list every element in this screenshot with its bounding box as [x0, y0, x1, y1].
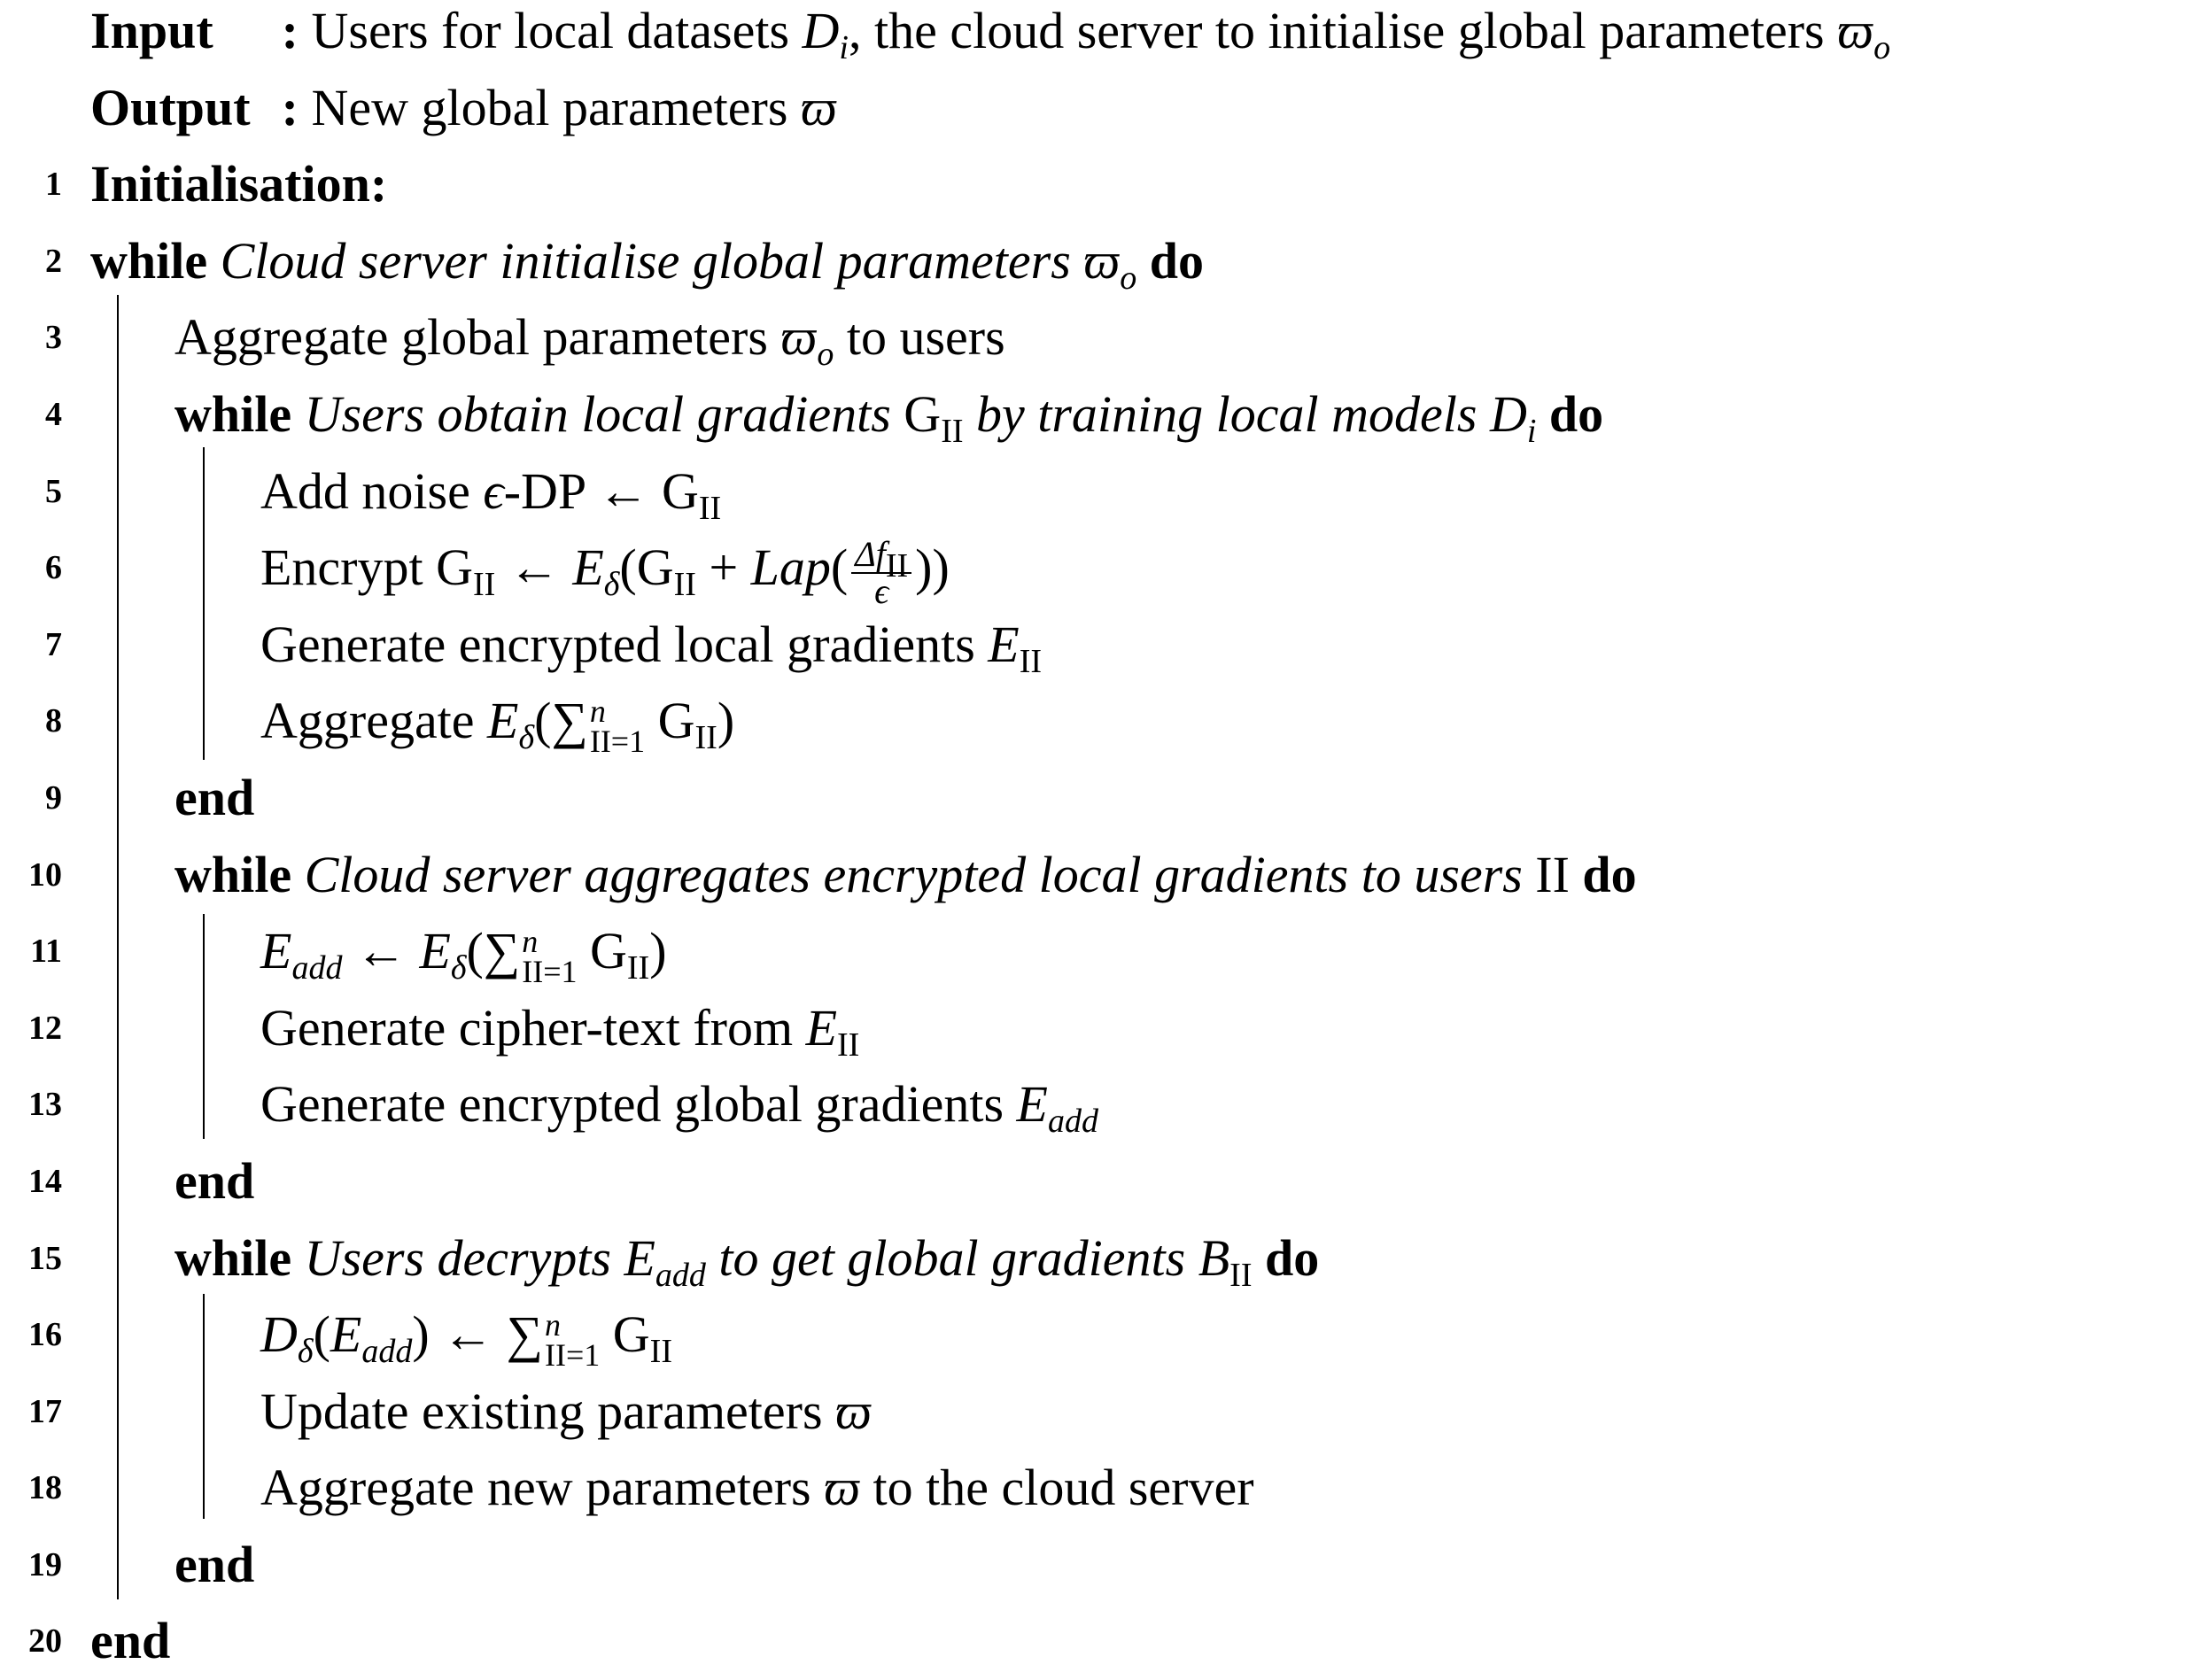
- italic-math-text: ϖ: [800, 78, 837, 136]
- keyword-text: do: [1136, 231, 1205, 290]
- subscript-text: δ: [518, 719, 535, 757]
- keyword-text: while: [175, 384, 305, 443]
- output-colon: :: [281, 78, 299, 136]
- algorithm-line: [0, 146, 2195, 223]
- sum-upper-limit: n: [522, 923, 539, 959]
- algorithm-line: [0, 990, 2195, 1067]
- line-content: [90, 1603, 170, 1680]
- line-content: [260, 1297, 672, 1374]
- line-number: 14: [28, 1162, 62, 1200]
- while-block-bar-2: [203, 914, 205, 1139]
- italic-math-text: by training local models: [963, 384, 1490, 443]
- algorithm-line: [0, 299, 2195, 376]
- subscript-text: II: [649, 1333, 672, 1371]
- subscript-text: II: [1019, 642, 1043, 680]
- algorithm-line: [0, 607, 2195, 684]
- text: +: [695, 538, 751, 597]
- line-content: [260, 530, 950, 609]
- subscript-text: o: [1120, 259, 1137, 297]
- line-content: [260, 607, 1042, 684]
- line-content: [260, 1450, 1254, 1527]
- input-colon: :: [281, 2, 299, 59]
- summation-limits: [545, 1306, 601, 1373]
- output-label-text: Output: [90, 78, 251, 136]
- algorithm-lines: [0, 146, 2195, 1680]
- text: Generate encrypted local gradients: [260, 615, 989, 673]
- italic-math-text: Cloud server aggregates encrypted local gradients to users: [304, 845, 1536, 903]
- algorithm-line: [0, 1374, 2195, 1451]
- text: New global parameters: [311, 78, 801, 136]
- line-number: 15: [28, 1239, 62, 1277]
- subscript-text: δ: [450, 949, 467, 987]
- italic-math-text: B: [1198, 1228, 1230, 1287]
- italic-math-text: E: [419, 922, 451, 980]
- line-number: 4: [45, 395, 62, 433]
- text: (: [313, 1305, 330, 1364]
- keyword-text: Initialisation:: [90, 155, 388, 213]
- subscript-text: II: [837, 1026, 860, 1064]
- algorithm-line: [0, 1143, 2195, 1220]
- italic-math-text: ϖ: [780, 308, 818, 367]
- line-number: 17: [28, 1392, 62, 1430]
- keyword-text: end: [175, 1535, 255, 1593]
- summation-limits: [522, 923, 578, 989]
- algorithm-line: [0, 453, 2195, 530]
- italic-math-text: ϖ: [1837, 2, 1874, 59]
- text: Generate encrypted global gradients: [260, 1075, 1017, 1134]
- text: ←: [495, 538, 573, 597]
- line-number: 16: [28, 1316, 62, 1354]
- line-content: [175, 837, 1637, 914]
- line-number: 8: [45, 702, 62, 740]
- algorithm-line: [0, 530, 2195, 611]
- keyword-text: do: [1252, 1228, 1320, 1287]
- line-number: 10: [28, 855, 62, 894]
- italic-math-text: E: [1016, 1075, 1048, 1134]
- italic-math-text: Cloud server initialise global parameters ϖ: [220, 231, 1121, 290]
- text: Aggregate global parameters: [175, 308, 781, 367]
- text: (∑: [466, 922, 521, 980]
- text: Update existing parameters: [260, 1382, 836, 1440]
- text: ): [649, 922, 667, 980]
- line-content: [260, 1374, 872, 1451]
- italic-math-text: to get global gradients: [705, 1228, 1198, 1287]
- text: (∑: [534, 692, 588, 750]
- italic-math-text: E: [330, 1305, 362, 1364]
- text: Aggregate new parameters: [260, 1459, 825, 1517]
- subscript-text: II: [698, 489, 722, 527]
- algorithm-line: [0, 376, 2195, 453]
- subscript-text: i: [1526, 412, 1537, 450]
- subscript-text: add: [291, 949, 343, 987]
- text: G: [904, 384, 942, 443]
- subscript-text: o: [817, 336, 834, 374]
- italic-math-text: Users obtain local gradients: [304, 384, 904, 443]
- text: Users for local datasets: [311, 2, 803, 59]
- line-number: 13: [28, 1086, 62, 1124]
- subscript-text: add: [655, 1256, 706, 1294]
- line-content: [175, 1220, 1319, 1297]
- italic-math-text: ϖ: [835, 1382, 872, 1440]
- line-number: 1: [45, 166, 62, 204]
- algorithm-line: [0, 837, 2195, 914]
- keyword-text: do: [1569, 845, 1637, 903]
- text: -DP ← G: [503, 461, 699, 520]
- text: G: [600, 1305, 650, 1364]
- text: II: [1535, 845, 1570, 903]
- italic-math-text: E: [572, 538, 604, 597]
- italic-math-text: ϖ: [824, 1459, 861, 1517]
- text: G: [645, 692, 695, 750]
- line-number: 5: [45, 472, 62, 510]
- line-content: [175, 760, 254, 837]
- algorithm-line: [0, 1220, 2195, 1297]
- line-number: 7: [45, 625, 62, 663]
- output-line: [0, 70, 2195, 147]
- algorithm-line: [0, 223, 2195, 300]
- text: to the cloud server: [860, 1459, 1254, 1517]
- line-content: [90, 146, 387, 223]
- line-content: [90, 223, 1204, 300]
- italic-math-text: E: [805, 998, 838, 1057]
- line-number: 12: [28, 1009, 62, 1047]
- subscript-text: add: [1047, 1103, 1098, 1141]
- text: Generate cipher-text from: [260, 998, 806, 1057]
- line-number: 20: [28, 1622, 62, 1661]
- keyword-text: end: [175, 1151, 255, 1210]
- text: Add noise: [260, 461, 484, 520]
- italic-math-text: Lap: [750, 538, 831, 597]
- line-content: [175, 1527, 254, 1604]
- keyword-text: while: [175, 1228, 305, 1287]
- while-block-bar-3: [203, 1294, 205, 1519]
- algorithm-line: [0, 683, 2195, 760]
- algorithm-line: [0, 1297, 2195, 1374]
- numerator-subscript: II: [885, 546, 909, 585]
- italic-math-text: E: [487, 692, 519, 750]
- line-number: 9: [45, 778, 62, 817]
- text: (: [830, 538, 849, 597]
- line-content: [175, 299, 1005, 376]
- subscript-text: i: [839, 29, 849, 66]
- line-number: 18: [28, 1469, 62, 1507]
- output-content: [90, 70, 837, 147]
- line-content: [175, 376, 1603, 453]
- text: to users: [834, 308, 1005, 367]
- text: )): [915, 538, 950, 597]
- text: Encrypt G: [260, 538, 473, 597]
- while-block-bar-1: [203, 447, 205, 760]
- subscript-text: δ: [297, 1333, 314, 1371]
- subscript-text: II: [626, 949, 650, 987]
- subscript-text: II: [941, 412, 964, 450]
- text: G: [577, 922, 627, 980]
- keyword-text: do: [1536, 384, 1604, 443]
- while-block-bar-outer: [117, 295, 119, 1599]
- line-content: [260, 453, 721, 530]
- keyword-text: while: [90, 231, 221, 290]
- line-content: [260, 1066, 1098, 1143]
- text: , the cloud server to initialise global parameters: [848, 2, 1838, 59]
- line-number: 11: [30, 933, 62, 971]
- text: ): [717, 692, 735, 750]
- subscript-text: o: [1873, 29, 1891, 66]
- text: ←: [342, 922, 420, 980]
- italic-math-text: E: [988, 615, 1020, 673]
- text: (G: [619, 538, 674, 597]
- italic-math-text: D: [802, 2, 840, 59]
- italic-math-text: D: [260, 1305, 298, 1364]
- subscript-text: II: [1229, 1256, 1253, 1294]
- keyword-text: end: [90, 1612, 171, 1670]
- sum-lower-limit: II=1: [545, 1336, 601, 1373]
- subscript-text: II: [694, 719, 717, 757]
- input-label-text: Input: [90, 2, 213, 59]
- subscript-text: II: [673, 566, 696, 604]
- algorithm-line: [0, 1450, 2195, 1527]
- sum-upper-limit: n: [589, 693, 606, 730]
- line-number: 6: [45, 549, 62, 587]
- keyword-text: end: [175, 768, 255, 826]
- fraction: [851, 533, 911, 611]
- output-label: [90, 70, 299, 147]
- algorithm-line: [0, 913, 2195, 990]
- numerator-text: Δf: [855, 533, 886, 574]
- algorithm-line: [0, 1603, 2195, 1680]
- sum-lower-limit: II=1: [589, 724, 646, 760]
- subscript-text: δ: [603, 566, 620, 604]
- line-number: 2: [45, 242, 62, 280]
- italic-math-text: E: [624, 1228, 655, 1287]
- line-content: [175, 1143, 254, 1220]
- subscript-text: II: [473, 566, 496, 604]
- keyword-text: while: [175, 845, 305, 903]
- sum-lower-limit: II=1: [522, 953, 578, 989]
- input-label: [90, 0, 299, 70]
- fraction-numerator: [851, 533, 911, 585]
- fraction-denominator: ϵ: [874, 570, 889, 611]
- italic-math-text: D: [1489, 384, 1527, 443]
- text: Aggregate: [260, 692, 488, 750]
- summation-limits: [589, 693, 646, 760]
- algorithm-line: [0, 760, 2195, 837]
- algorithm-line: [0, 1066, 2195, 1143]
- italic-math-text: ϵ: [483, 461, 504, 520]
- algorithm-line: [0, 1527, 2195, 1604]
- sum-upper-limit: n: [545, 1306, 561, 1343]
- text: ) ← ∑: [412, 1305, 543, 1364]
- subscript-text: add: [361, 1333, 413, 1371]
- italic-math-text: Users decrypts: [304, 1228, 624, 1287]
- line-content: [260, 913, 667, 990]
- line-content: [260, 683, 734, 760]
- line-number: 19: [28, 1545, 62, 1583]
- input-content: [90, 0, 1890, 70]
- line-number: 3: [45, 319, 62, 357]
- italic-math-text: E: [260, 922, 292, 980]
- input-line: [0, 0, 2195, 70]
- line-content: [260, 990, 859, 1067]
